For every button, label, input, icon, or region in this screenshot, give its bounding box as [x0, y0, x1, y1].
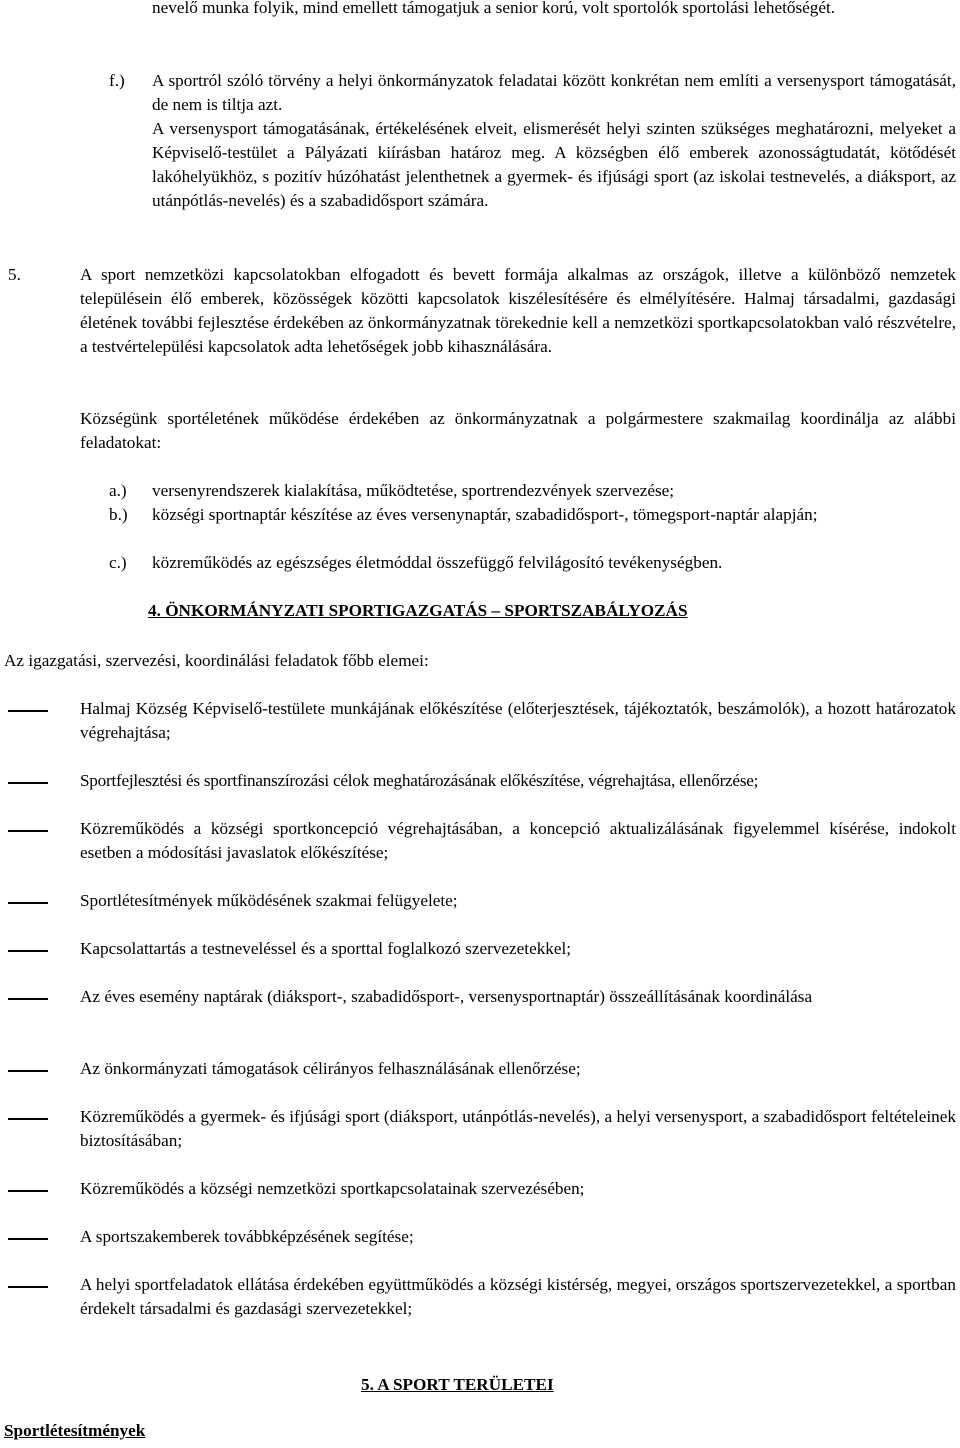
- sportletesitmenyek-subheading: Sportlétesítmények: [4, 1421, 146, 1440]
- coordination-item-c-text: közreműködés az egészséges életmóddal összefüggő felvilágosító tevékenységben.: [152, 553, 723, 572]
- coordination-item-c-label: c.): [109, 553, 127, 572]
- item-5-body: [80, 263, 956, 359]
- item-f-text-2: A versenysport támogatásának, értékelésének elveit, elismerését helyi szinten szükséges meghatározni, melyeket a Képviselő-testület a Pályázati kiírásban határoz meg. A községben élő emberek azonosságtudatát, kötődését lakóhelyükhöz, s pozitív húzóhatást jelenthetnek a gyermek- és ifjúsági sport (az iskolai testnevelés, a diáksport, az utánpótlás-nevelés) és a szabadidősport számára.: [152, 119, 956, 210]
- dash-marker: [8, 782, 48, 784]
- coordination-item-b: [152, 503, 956, 527]
- dash-list-item: Halmaj Község Képviselő-testülete munkájának előkészítése (előterjesztések, tájékoztatók, beszámolók), a hozott határozatok végrehajtása;: [80, 699, 956, 742]
- section-4-intro: Az igazgatási, szervezési, koordinálási feladatok főbb elemei:: [4, 651, 429, 670]
- coordination-item-b-label: b.): [109, 505, 128, 524]
- dash-marker: [8, 1070, 48, 1072]
- dash-marker: [8, 950, 48, 952]
- dash-list-item: Az éves esemény naptárak (diáksport-, szabadidősport-, versenysportnaptár) összeállításának koordinálása: [80, 987, 813, 1006]
- dash-list-item: Közreműködés a községi nemzetközi sportkapcsolatainak szervezésében;: [80, 1179, 585, 1198]
- dash-list-item: Az önkormányzati támogatások célirányos felhasználásának ellenőrzése;: [80, 1059, 581, 1078]
- dash-marker: [8, 830, 48, 832]
- coordination-item-c: [152, 551, 956, 575]
- dash-list-item: Kapcsolattartás a testneveléssel és a sporttal foglalkozó szervezetekkel;: [80, 939, 572, 958]
- coordination-item-a: [152, 479, 956, 503]
- item-5-label: 5.: [8, 265, 21, 284]
- dash-marker: [8, 1286, 48, 1288]
- intro-paragraph: [152, 0, 956, 20]
- coordination-text: Községünk sportéletének működése érdekében az önkormányzatnak a polgármestere szakmailag koordinálja az alábbi feladatokat:: [80, 409, 956, 452]
- dash-marker: [8, 998, 48, 1000]
- item-f-text-1: A sportról szóló törvény a helyi önkormányzatok feladatai között konkrétan nem említi a versenysport támogatását, de nem is tiltja azt.: [152, 71, 956, 114]
- dash-marker: [8, 902, 48, 904]
- item-f-body: [152, 69, 956, 213]
- dash-marker: [8, 710, 48, 712]
- dash-list-item: Sportfejlesztési és sportfinanszírozási célok meghatározásának előkészítése, végrehajtása, ellenőrzése;: [80, 771, 759, 790]
- dash-list-item: Közreműködés a gyermek- és ifjúsági sport (diáksport, utánpótlás-nevelés), a helyi versenysport, a szabadidősport feltételeinek biztosításában;: [80, 1107, 956, 1150]
- dash-marker: [8, 1238, 48, 1240]
- dash-marker: [8, 1118, 48, 1120]
- section-5-heading: 5. A SPORT TERÜLETEI: [361, 1375, 554, 1394]
- dash-list-item: A sportszakemberek továbbképzésének segítése;: [80, 1227, 414, 1246]
- dash-marker: [8, 1190, 48, 1192]
- coordination-item-b-text: községi sportnaptár készítése az éves versenynaptár, szabadidősport-, tömegsport-naptár alapján;: [152, 505, 818, 524]
- coordination-paragraph: [80, 407, 956, 455]
- section-4-heading: 4. ÖNKORMÁNYZATI SPORTIGAZGATÁS – SPORTSZABÁLYOZÁS: [148, 601, 688, 620]
- intro-text: nevelő munka folyik, mind emellett támogatjuk a senior korú, volt sportolók sportolási lehetőségét.: [152, 0, 836, 17]
- dash-list-item: Közreműködés a községi sportkoncepció végrehajtásában, a koncepció aktualizálásának figyelemmel kísérése, indokolt esetben a módosítási javaslatok előkészítése;: [80, 819, 956, 862]
- dash-list-item: A helyi sportfeladatok ellátása érdekében együttműködés a községi kistérség, megyei, országos sportszervezetekkel, a sportban érdekelt társadalmi és gazdasági szervezetekkel;: [80, 1275, 956, 1318]
- coordination-item-a-label: a.): [109, 481, 127, 500]
- coordination-item-a-text: versenyrendszerek kialakítása, működtetése, sportrendezvények szervezése;: [152, 481, 675, 500]
- item-f-label: f.): [109, 71, 125, 90]
- item-5-text: A sport nemzetközi kapcsolatokban elfogadott és bevett formája alkalmas az országok, illetve a különböző nemzetek településein élő emberek, közösségek közötti kapcsolatok kiszélesítésére és elmélyítésére. Halmaj társadalmi, gazdasági életének további fejlesztése érdekében az önkormányzatnak törekednie kell a nemzetközi sportkapcsolatokban való részvételre, a testvértelepülési kapcsolatok adta lehetőségek jobb kihasználására.: [80, 265, 956, 356]
- dash-list-item: Sportlétesítmények működésének szakmai felügyelete;: [80, 891, 458, 910]
